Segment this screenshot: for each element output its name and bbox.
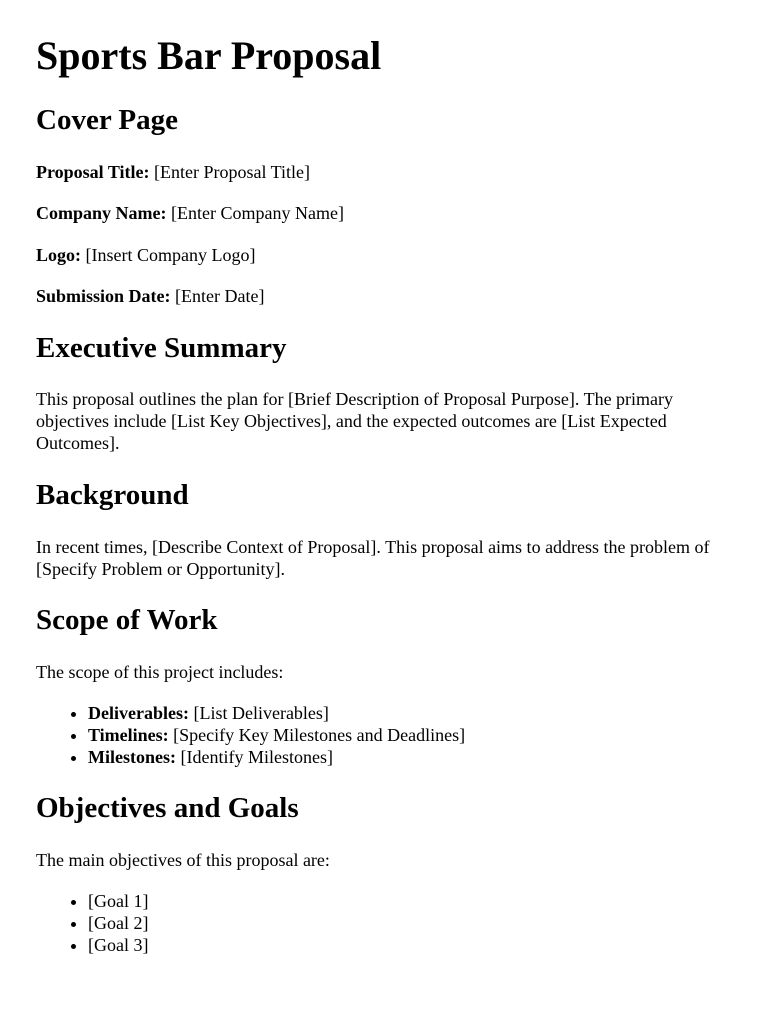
background-heading: Background	[36, 479, 189, 511]
objectives-intro: The main objectives of this proposal are:	[36, 850, 330, 870]
cover-field-value: [Enter Company Name]	[171, 203, 344, 223]
executive-summary-heading: Executive Summary	[36, 332, 287, 364]
cover-field-label: Submission Date:	[36, 286, 171, 306]
list-item: • [Goal 1]	[88, 890, 148, 912]
cover-field-company-name	[36, 202, 344, 224]
cover-field-label: Proposal Title:	[36, 162, 150, 182]
list-item: • [Goal 3]	[88, 934, 148, 956]
scope-item-value: [Identify Milestones]	[180, 747, 333, 767]
executive-summary-text: This proposal outlines the plan for [Brief Description of Proposal Purpose]. The primary objectives include [List Key Objectives], and the expected outcomes are [List Expected Outcomes].	[36, 389, 674, 453]
cover-field-value: [Insert Company Logo]	[85, 245, 256, 265]
scope-item-value: [Specify Key Milestones and Deadlines]	[173, 725, 466, 745]
cover-field-proposal-title	[36, 161, 310, 183]
list-item	[88, 702, 465, 724]
scope-of-work-list	[36, 702, 465, 768]
objectives-and-goals-heading: Objectives and Goals	[36, 792, 299, 824]
list-item	[88, 724, 465, 746]
scope-item-label: Deliverables:	[88, 703, 189, 723]
cover-field-submission-date	[36, 285, 264, 307]
cover-page-heading: Cover Page	[36, 104, 178, 136]
list-item	[88, 746, 465, 768]
cover-field-logo	[36, 244, 255, 266]
background-text: In recent times, [Describe Context of Proposal]. This proposal aims to address the problem of [Specify Problem or Opportunity].	[36, 537, 710, 579]
cover-field-label: Company Name:	[36, 203, 167, 223]
cover-field-value: [Enter Date]	[175, 286, 265, 306]
document-title: Sports Bar Proposal	[36, 33, 382, 78]
scope-item-value: [List Deliverables]	[193, 703, 329, 723]
scope-item-label: Timelines:	[88, 725, 169, 745]
scope-of-work-heading: Scope of Work	[36, 604, 218, 636]
goals-list	[36, 890, 148, 956]
cover-field-value: [Enter Proposal Title]	[154, 162, 311, 182]
scope-of-work-intro: The scope of this project includes:	[36, 662, 284, 682]
cover-field-label: Logo:	[36, 245, 81, 265]
scope-item-label: Milestones:	[88, 747, 176, 767]
list-item: • [Goal 2]	[88, 912, 148, 934]
